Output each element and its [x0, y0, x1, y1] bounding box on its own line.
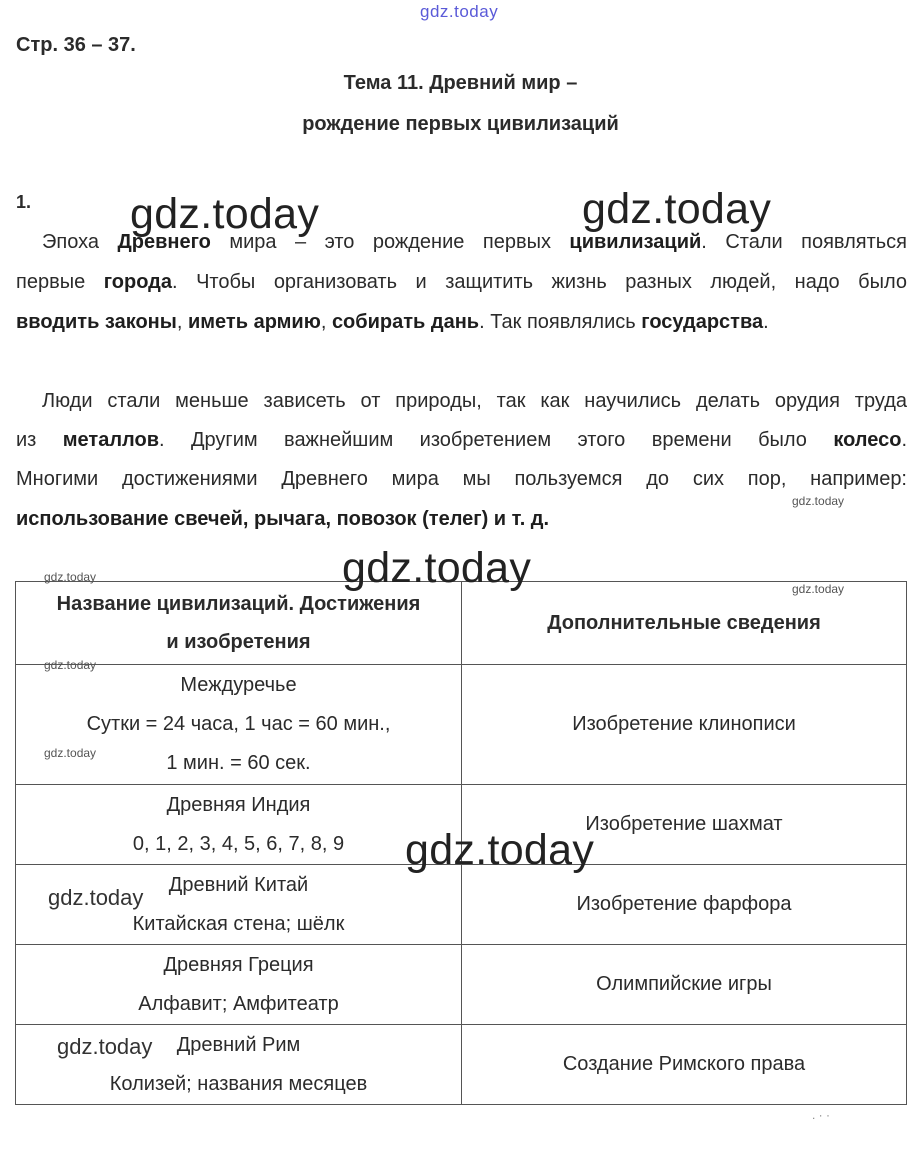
watermark: gdz.today	[792, 494, 845, 508]
watermark: gdz.today	[792, 582, 845, 596]
watermark: gdz.today	[57, 1034, 153, 1059]
watermark: gdz.today	[130, 190, 320, 238]
topic-subtitle: рождение первых цивилизаций	[302, 113, 619, 135]
civilization-cell: Древний Рим Колизей; названия месяцев	[16, 1025, 462, 1105]
table-row	[16, 945, 907, 1025]
p1-line-3: вводить законы, иметь армию, собирать дань. Так появлялись государства.	[16, 311, 769, 333]
bold-answer: иметь армию	[187, 311, 321, 333]
civilization-cell: Древняя Греция Алфавит; Амфитеатр	[16, 945, 462, 1025]
table-row	[16, 865, 907, 945]
topic-title: Тема 11. Древний мир –	[343, 72, 578, 94]
bold-answer: колесо	[833, 429, 902, 451]
extra-cell: Изобретение шахмат	[462, 785, 907, 865]
watermark: gdz.today	[582, 185, 772, 233]
header-col-civilizations: Название цивилизаций. Достижения и изобретения	[16, 582, 462, 665]
p1-line-1: Эпоха Древнего мира – это рождение первых цивилизаций. Стали появляться	[42, 231, 907, 253]
bold-answer: города	[103, 271, 172, 293]
civilization-cell: Древняя Индия 0, 1, 2, 3, 4, 5, 6, 7, 8, 9	[16, 785, 462, 865]
header-col-extra: Дополнительные сведения	[462, 582, 907, 665]
bold-answer: Древнего	[117, 231, 211, 253]
extra-cell: Изобретение фарфора	[462, 865, 907, 945]
table-header-row	[16, 582, 907, 665]
bold-answer: использование свечей, рычага, повозок (телег) и т. д.	[16, 508, 550, 530]
bold-answer: собирать дань	[331, 311, 480, 333]
p2-line-4	[16, 507, 907, 531]
p2-line-1: Люди стали меньше зависеть от природы, так как научились делать орудия труда	[42, 390, 907, 412]
watermark: gdz.today	[342, 544, 532, 592]
p1-line-2: первые города. Чтобы организовать и защитить жизнь разных людей, надо было	[16, 271, 907, 293]
p2-line-2: из металлов. Другим важнейшим изобретением этого времени было колесо.	[16, 429, 908, 451]
page-range: Стр. 36 – 37.	[16, 34, 136, 56]
footer-dots: . · ·	[812, 1108, 830, 1122]
task-number: 1.	[16, 192, 32, 212]
watermark: gdz.today	[44, 658, 97, 672]
extra-cell: Олимпийские игры	[462, 945, 907, 1025]
extra-cell: Изобретение клинописи	[462, 665, 907, 785]
watermark: gdz.today	[405, 826, 595, 874]
bold-answer: цивилизаций	[569, 231, 702, 253]
watermark: gdz.today	[48, 885, 144, 910]
watermark: gdz.today	[44, 746, 97, 760]
bold-answer: государства	[641, 311, 764, 333]
extra-cell: Создание Римского права	[462, 1025, 907, 1105]
watermark: gdz.today	[44, 570, 97, 584]
civilization-cell: Древний Китай Китайская стена; шёлк	[16, 865, 462, 945]
bold-answer: металлов	[62, 429, 159, 451]
p2-line-3: Многими достижениями Древнего мира мы пользуемся до сих пор, например:	[16, 468, 907, 490]
civilization-cell: Междуречье Сутки = 24 часа, 1 час = 60 мин., 1 мин. = 60 сек.	[16, 665, 462, 785]
table-row	[16, 665, 907, 785]
bold-answer: вводить законы	[16, 311, 177, 333]
watermark: gdz.today	[420, 2, 499, 21]
